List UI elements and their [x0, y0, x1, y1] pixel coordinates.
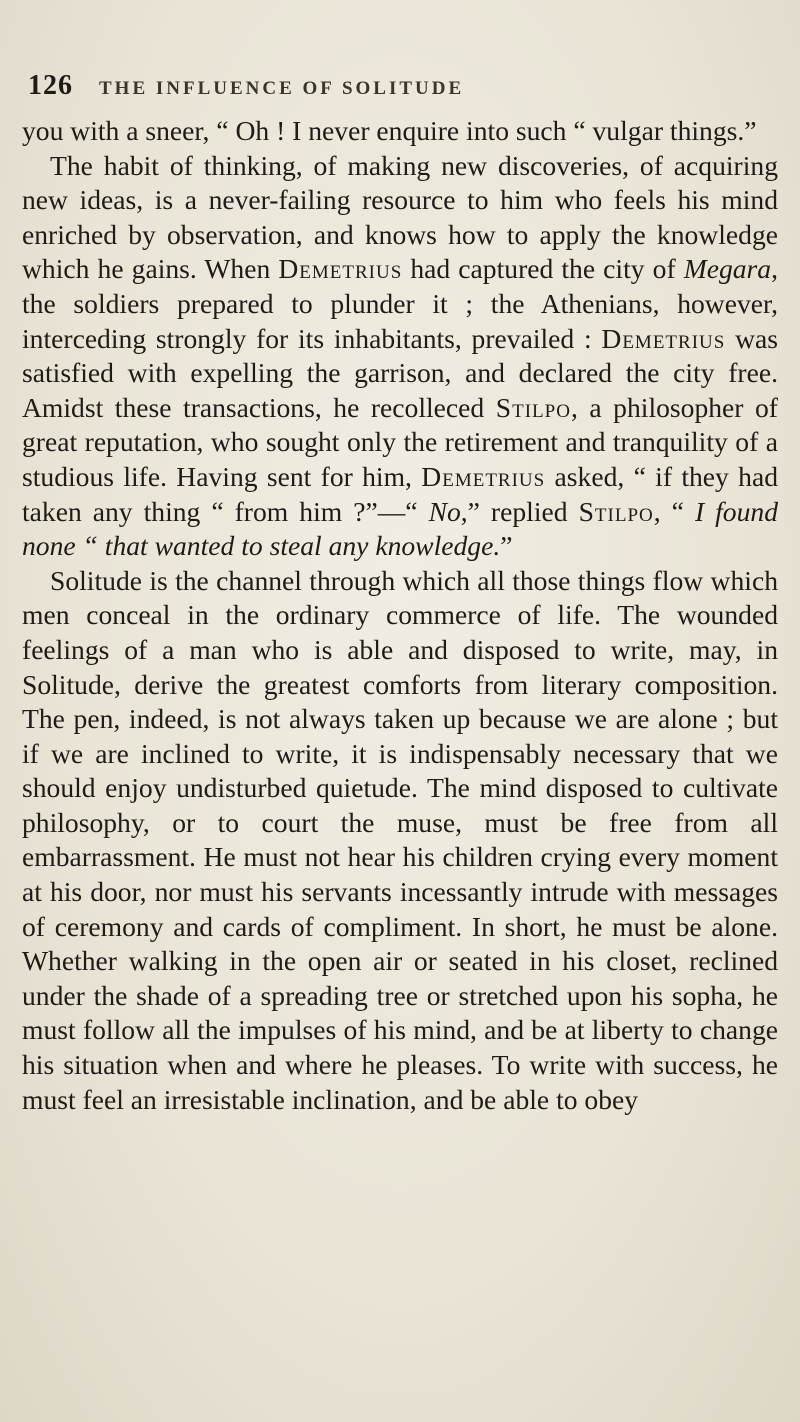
body-text	[22, 114, 778, 1117]
person-name: Demetrius	[278, 253, 403, 285]
page-number: 126	[28, 70, 73, 101]
text-run: ,” replied	[460, 495, 579, 527]
italic-quote: I found none “ that wanted to steal any knowledge.	[22, 495, 778, 562]
text-run: Solitude is the channel through which all those things flow which men conceal in the ordinary commerce of life. The wounded feelings of a man who is able and disposed to write, may, in Solitude, derive the greatest comforts from literary composition. The pen, indeed, is not always taken up because we are alone ; but if we are inclined to write, it is indispensably necessary that we should enjoy undisturbed quietude. The mind disposed to cultivate philosophy, or to court the muse, must be free from all embarrassment. He must not hear his children crying every moment at his door, nor must his servants incessantly intrude with messages of ceremony and cards of compliment. In short, he must be alone. Whether walking in the open air or seated in his closet, reclined under the shade of a spreading tree or stretched upon his sopha, he must follow all the impulses of his mind, and be at liberty to change his situation when and where he pleases. To write with success, he must feel an irresistable inclination, and be able to obey	[22, 564, 778, 1115]
text-run: was satisfied with expelling the garrison, and declared the city free. Amidst these transactions, he recolleced	[22, 322, 778, 423]
paragraph-continuation	[22, 114, 778, 149]
text-run: ”	[500, 530, 513, 562]
text-run: had captured the city of	[402, 253, 684, 285]
person-name: Demetrius	[601, 322, 726, 354]
person-name: Stilpo	[578, 495, 654, 527]
running-head-title: THE INFLUENCE OF SOLITUDE	[99, 78, 465, 99]
italic-quote: No	[428, 495, 461, 527]
person-name: Stilpo	[495, 391, 571, 423]
text-run: , a philosopher of great reputation, who sought only the retirement and tranquility of a studious life. Having sent for him,	[22, 391, 778, 492]
place-name: Megara	[683, 253, 772, 285]
person-name: Demetrius	[421, 460, 546, 492]
text-run: asked, “ if they had taken any thing “ from him ?”—“	[22, 460, 778, 527]
text-run: The habit of thinking, of making new discoveries, of acquiring new ideas, is a never-failing resource to him who feels his mind enriched by observation, and knows how to apply the knowledge which he gains. When	[22, 149, 778, 285]
paragraph-solitude	[22, 564, 778, 1118]
text-run: , the soldiers prepared to plunder it ; the Athenians, however, interceding strongly for its inhabitants, prevailed :	[22, 253, 778, 354]
text-run: you with a sneer, “ Oh ! I never enquire into such “ vulgar things.”	[22, 115, 757, 146]
paragraph-demetrius-stilpo	[22, 149, 778, 564]
running-head	[28, 70, 778, 102]
text-run: , “	[653, 495, 695, 527]
